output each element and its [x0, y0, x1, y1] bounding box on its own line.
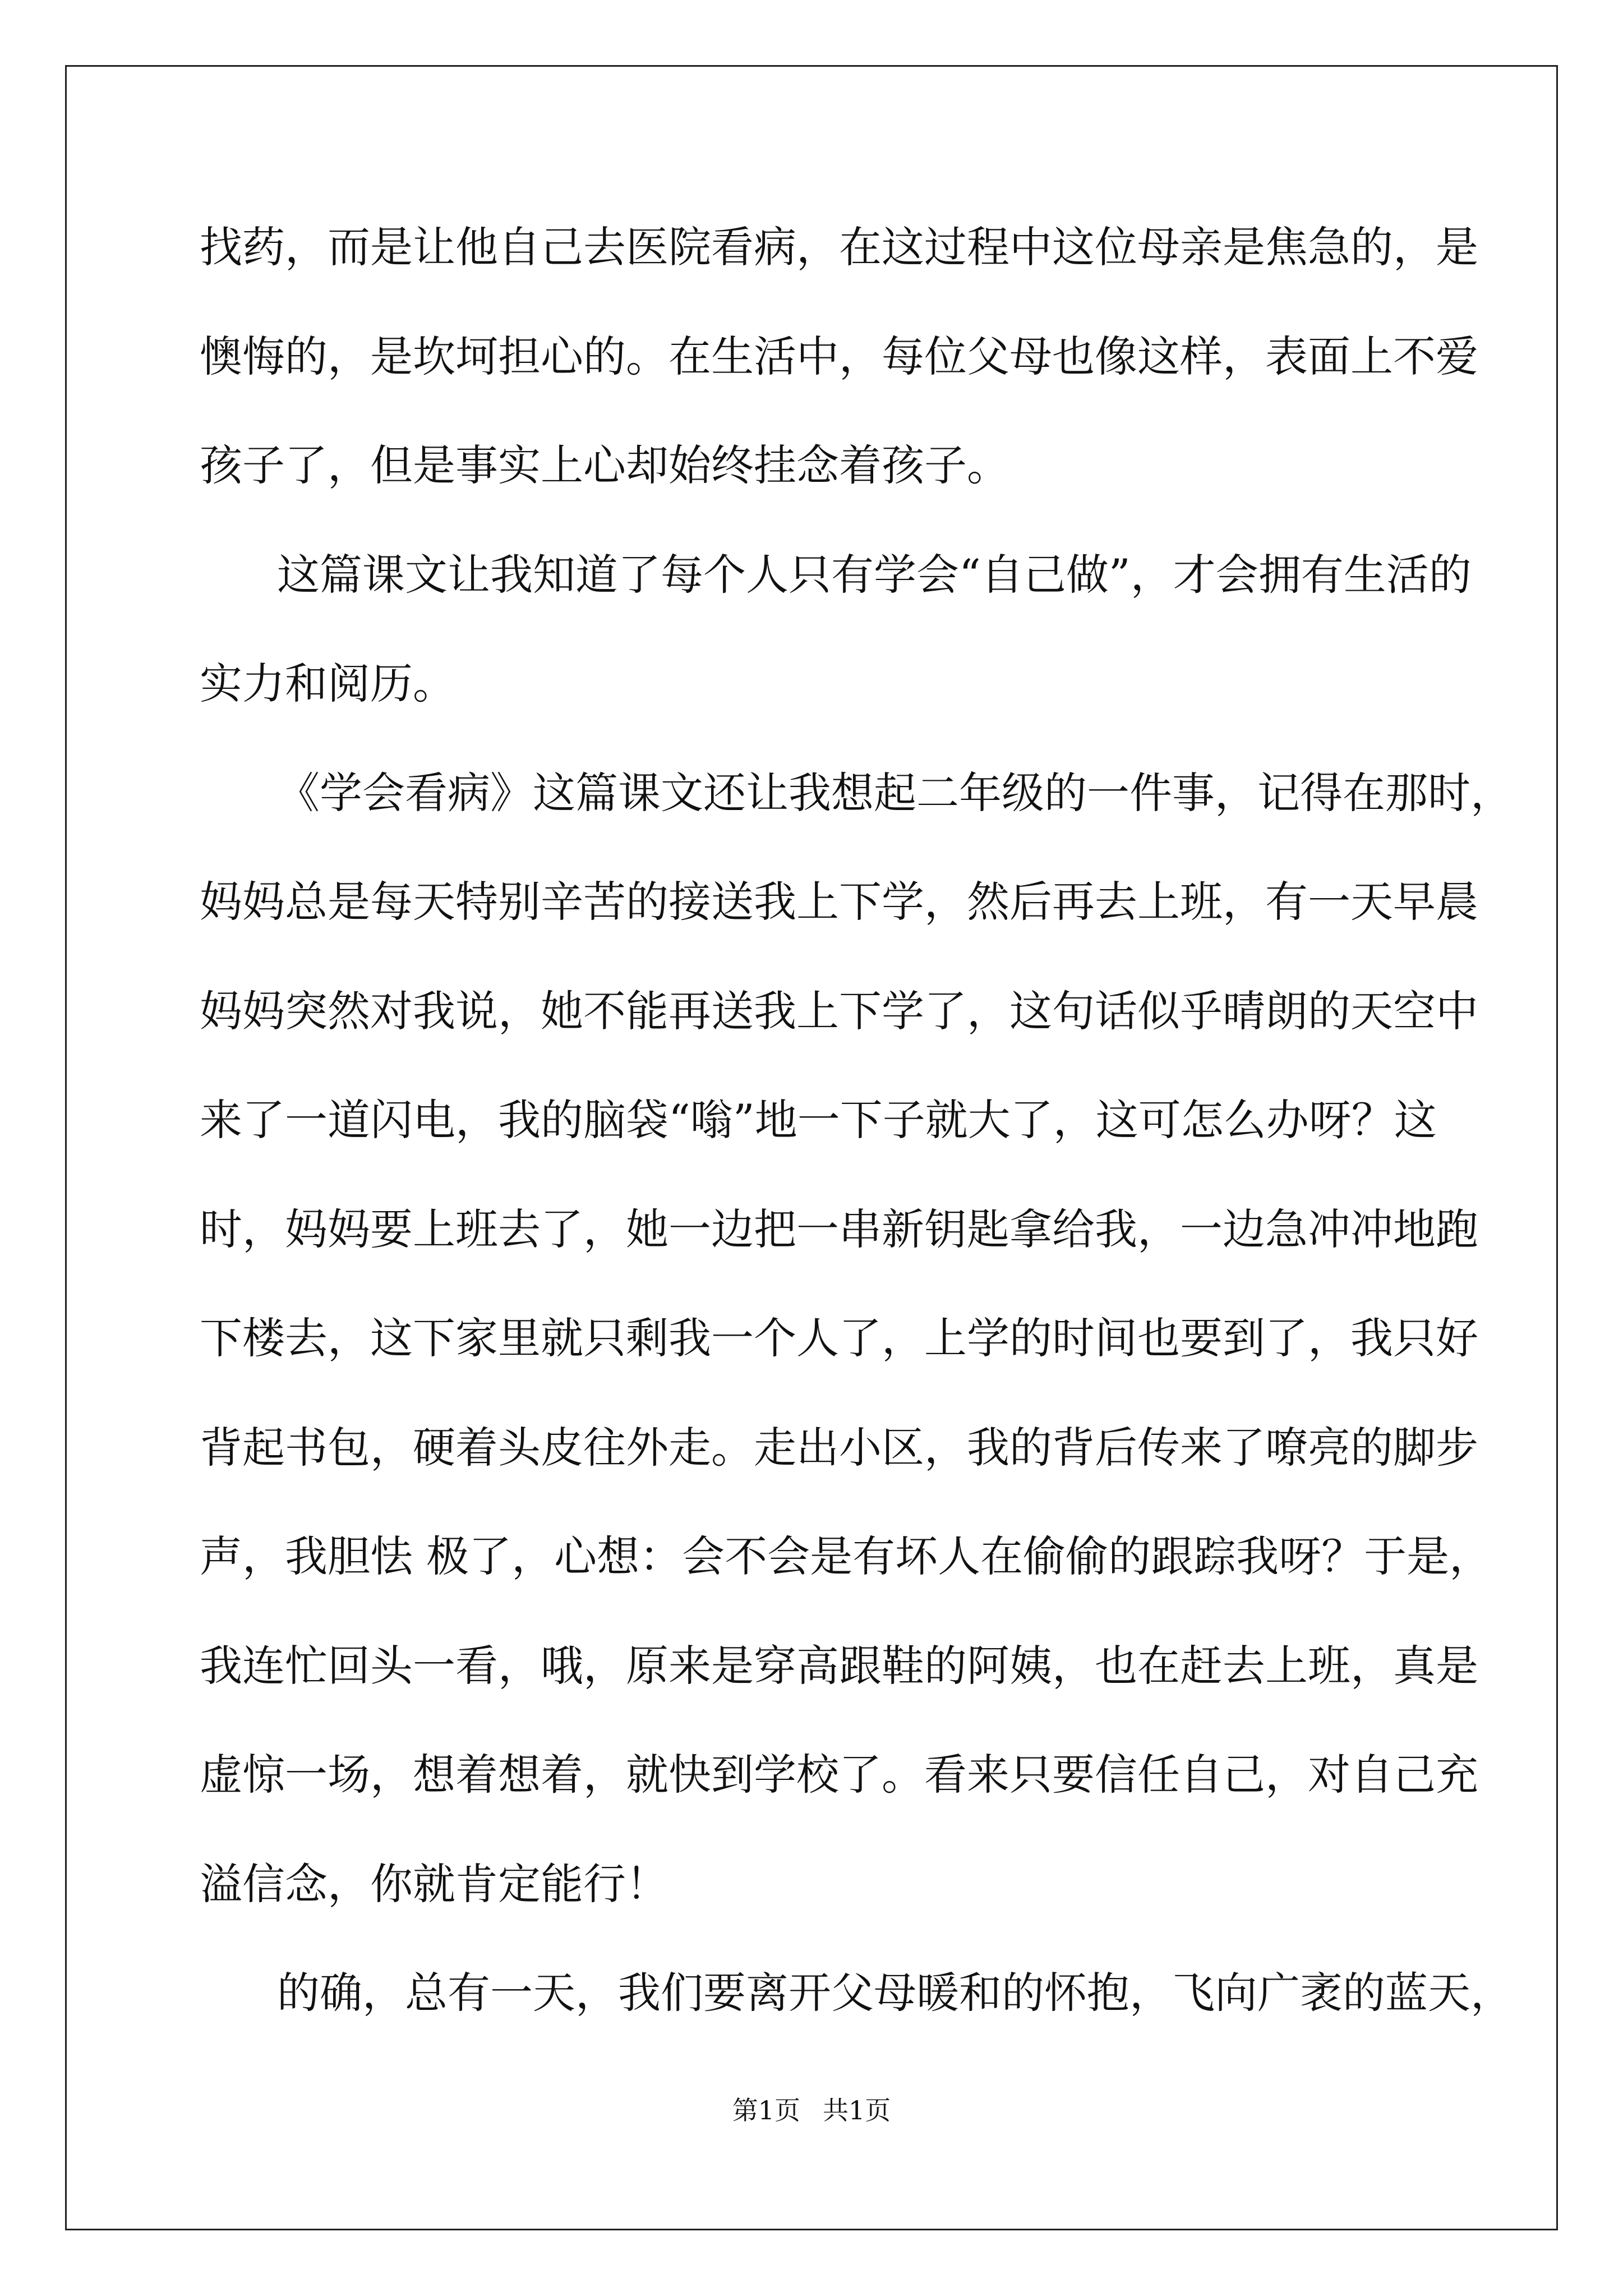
paragraph-start-line: 这篇课文让我知道了每个人只有学会“自己做”，才会拥有生活的 [277, 549, 1472, 600]
text-line: 虚惊一场，想着想着，就快到学校了。看来只要信任自己，对自己充 [200, 1750, 1478, 1800]
text-line: 来了一道闪电，我的脑袋“嗡”地一下子就大了，这可怎么办呀？这 [200, 1095, 1437, 1145]
text-line: 实力和阅历。 [200, 659, 455, 708]
text-line: 时，妈妈要上班去了，她一边把一串新钥匙拿给我，一边急冲冲地跑 [200, 1204, 1478, 1254]
paragraph-start-line: 《学会看病》这篇课文还让我想起二年级的一件事，记得在那时， [277, 767, 1513, 818]
text-line: 孩子了，但是事实上心却始终挂念着孩子。 [200, 440, 1009, 490]
text-line: 妈妈突然对我说，她不能再送我上下学了，这句话似乎晴朗的天空中 [200, 986, 1478, 1036]
text-line: 找药，而是让他自己去医院看病，在这过程中这位母亲是焦急的，是 [200, 222, 1478, 272]
document-body [200, 212, 1513, 2067]
text-line: 我连忙回头一看，哦，原来是穿高跟鞋的阿姨，也在赶去上班，真是 [200, 1640, 1478, 1691]
text-line: 声，我胆怯 极了，心想：会不会是有坏人在偷偷的跟踪我呀？于是， [200, 1531, 1492, 1581]
text-line: 溢信念，你就肯定能行！ [200, 1858, 668, 1909]
text-line: 妈妈总是每天特别辛苦的接送我上下学，然后再去上班，有一天早晨 [200, 877, 1478, 927]
text-line: 背起书包，硬着头皮往外走。走出小区，我的背后传来了嘹亮的脚步 [200, 1422, 1478, 1473]
text-line: 下楼去，这下家里就只剩我一个人了，上学的时间也要到了，我只好 [200, 1313, 1478, 1363]
page-footer [0, 2093, 1623, 2127]
page-number: 第1页 [732, 2095, 800, 2125]
page-total: 共1页 [823, 2095, 891, 2125]
paragraph-start-line: 的确，总有一天，我们要离开父母暖和的怀抱，飞向广袤的蓝天， [277, 1968, 1513, 2018]
text-line: 懊悔的，是坎坷担心的。在生活中，每位父母也像这样，表面上不爱 [200, 331, 1478, 381]
